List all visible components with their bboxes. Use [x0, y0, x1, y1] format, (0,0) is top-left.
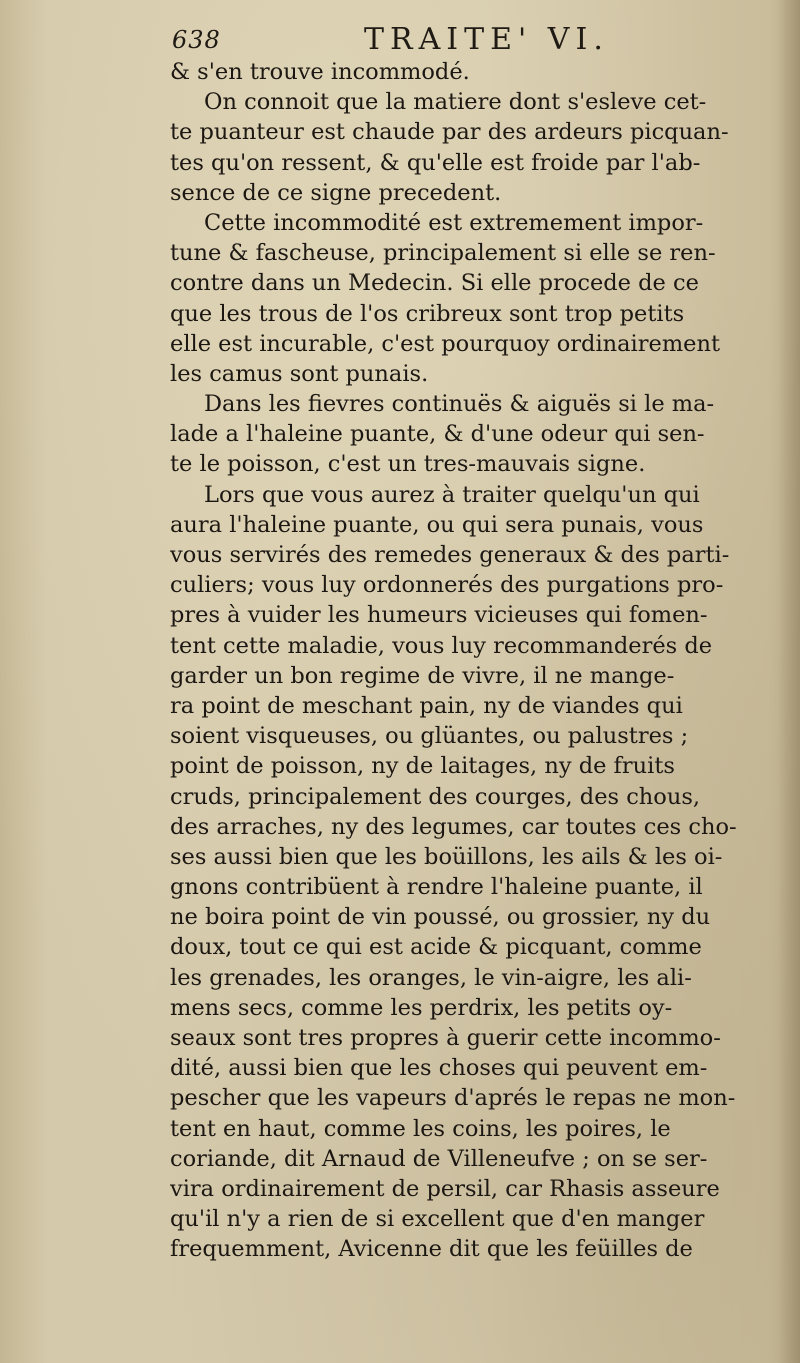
- text-line: tent en haut, comme les coins, les poires, le: [170, 1115, 671, 1142]
- text-line: te puanteur est chaude par des ardeurs picquan-: [170, 119, 729, 146]
- text-line: mens secs, comme les perdrix, les petits oy-: [170, 994, 673, 1021]
- text-line: des arraches, ny des legumes, car toutes ces cho-: [170, 813, 737, 840]
- text-line: contre dans un Medecin. Si elle procede de ce: [170, 270, 699, 297]
- page-header: [172, 20, 672, 60]
- text-line: coriande, dit Arnaud de Villeneufve ; on se ser-: [170, 1145, 708, 1172]
- text-line: ne boira point de vin poussé, ou grossier, ny du: [170, 904, 711, 931]
- text-line: gnons contribüent à rendre l'haleine puante, il: [170, 874, 703, 901]
- body-text: [170, 57, 770, 1265]
- running-title: TRAITE' VI.: [364, 22, 609, 57]
- text-line: les camus sont punais.: [170, 360, 429, 387]
- text-line: pescher que les vapeurs d'aprés le repas ne mon-: [170, 1085, 736, 1112]
- text-line: tent cette maladie, vous luy recommanderés de: [170, 632, 713, 659]
- text-line: garder un bon regime de vivre, il ne mange-: [170, 662, 675, 689]
- text-line: Cette incommodité est extremement impor-: [204, 209, 704, 236]
- text-line: qu'il n'y a rien de si excellent que d'en manger: [170, 1206, 705, 1233]
- text-line: tune & fascheuse, principalement si elle se ren-: [170, 240, 716, 267]
- text-line: culiers; vous luy ordonnerés des purgations pro-: [170, 572, 724, 599]
- text-line: ra point de meschant pain, ny de viandes qui: [170, 692, 683, 719]
- text-line: te le poisson, c'est un tres-mauvais signe.: [170, 451, 646, 478]
- text-line: soient visqueuses, ou glüantes, ou palustres ;: [170, 723, 689, 750]
- text-line: Lors que vous aurez à traiter quelqu'un qui: [204, 481, 700, 508]
- text-line: que les trous de l'os cribreux sont trop petits: [170, 300, 685, 327]
- text-line: sence de ce signe precedent.: [170, 179, 502, 206]
- page-number: 638: [172, 26, 221, 54]
- text-line: pres à vuider les humeurs vicieuses qui fomen-: [170, 602, 708, 629]
- text-line: seaux sont tres propres à guerir cette incommo-: [170, 1025, 721, 1051]
- text-line: ses aussi bien que les boüillons, les ails & les oi-: [170, 843, 723, 870]
- text-line: les grenades, les oranges, le vin-aigre, les ali-: [170, 964, 692, 991]
- text-line: elle est incurable, c'est pourquoy ordinairement: [170, 330, 720, 357]
- page-gutter-shadow: [778, 0, 800, 1363]
- text-line: doux, tout ce qui est acide & picquant, comme: [170, 934, 702, 961]
- text-line: frequemment, Avicenne dit que les feüilles de: [170, 1236, 693, 1263]
- text-line: lade a l'haleine puante, & d'une odeur qui sen-: [170, 421, 705, 448]
- text-line: vira ordinairement de persil, car Rhasis asseure: [170, 1175, 720, 1202]
- text-line: vous servirés des remedes generaux & des parti-: [170, 542, 730, 568]
- text-line: Dans les fievres continuës & aiguës si le ma-: [204, 391, 715, 418]
- text-line: & s'en trouve incommodé.: [170, 59, 470, 85]
- text-line: dité, aussi bien que les choses qui peuvent em-: [170, 1055, 708, 1082]
- text-line: On connoit que la matiere dont s'esleve cet-: [204, 89, 707, 116]
- text-line: cruds, principalement des courges, des chous,: [170, 783, 701, 810]
- text-line: point de poisson, ny de laitages, ny de fruits: [170, 753, 675, 780]
- text-line: tes qu'on ressent, & qu'elle est froide par l'ab-: [170, 149, 701, 176]
- text-line: aura l'haleine puante, ou qui sera punais, vous: [170, 511, 704, 538]
